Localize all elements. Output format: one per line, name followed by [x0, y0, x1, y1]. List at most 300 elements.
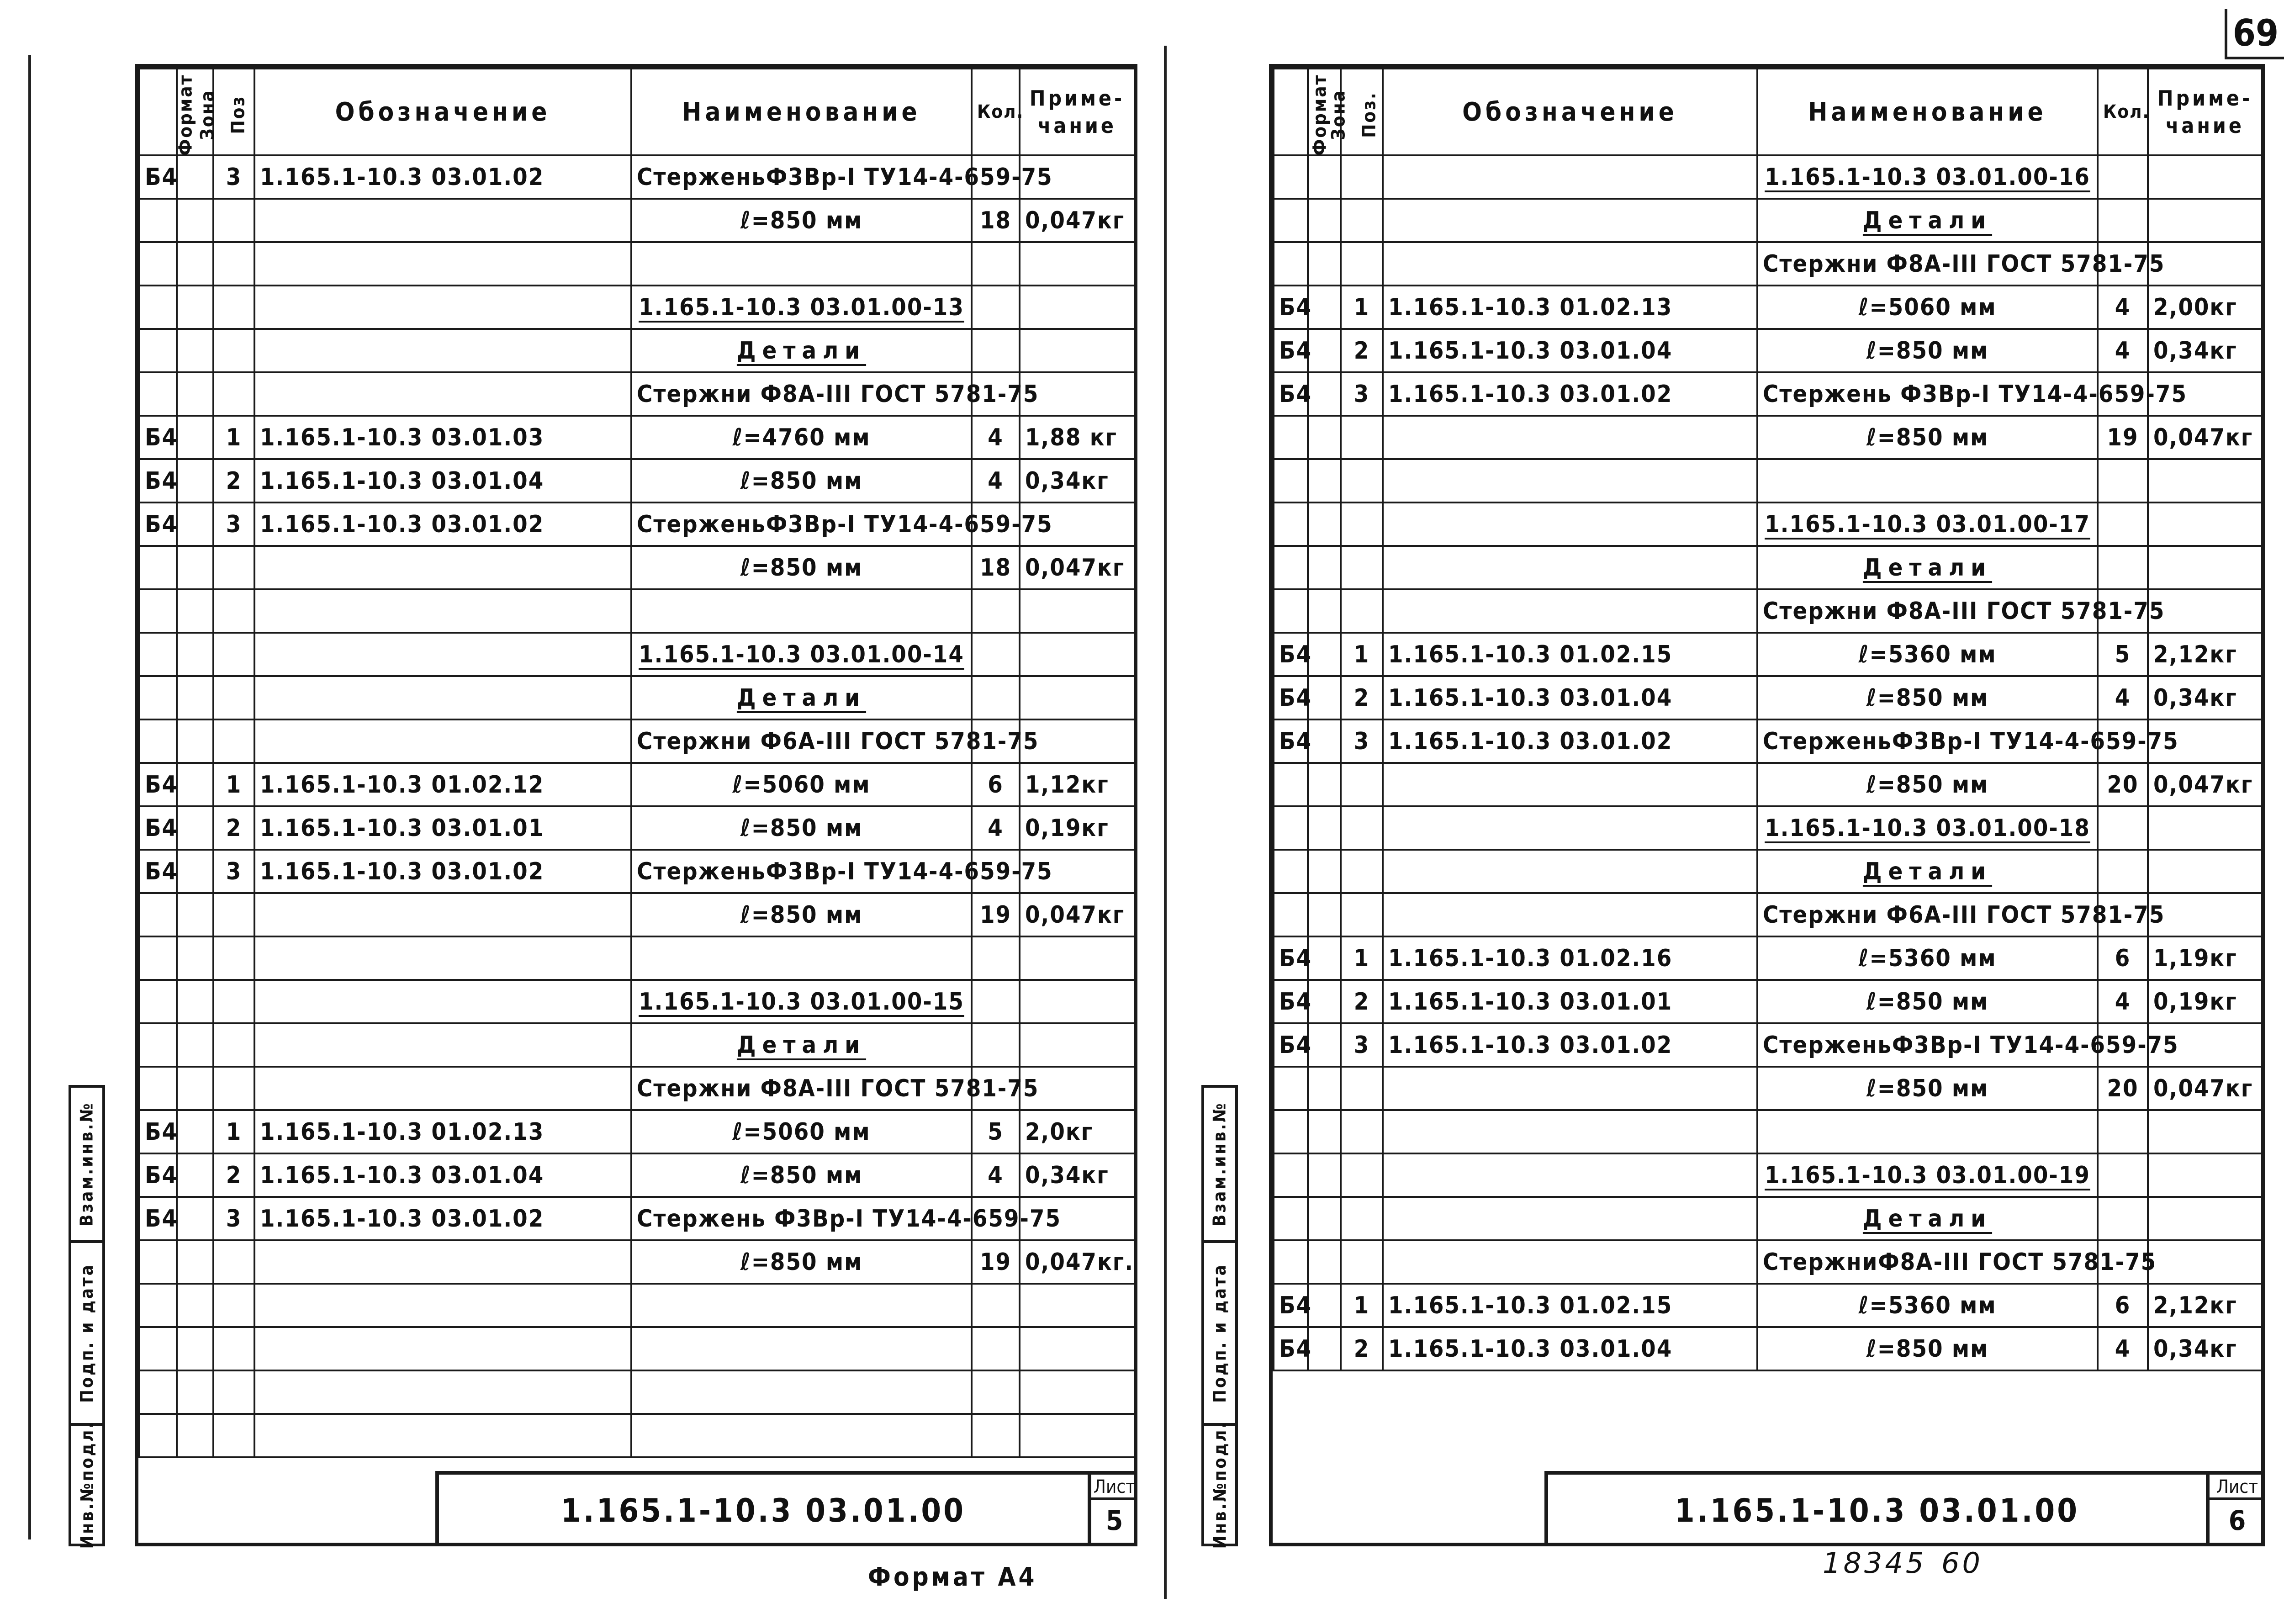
cell-pos: 1: [213, 1110, 254, 1153]
cell-empty: [254, 372, 631, 416]
cell-empty: [254, 633, 631, 676]
table-row: [1274, 199, 2262, 242]
table-row: [1274, 1153, 2262, 1197]
cell-name: ℓ=4760 мм: [631, 416, 972, 459]
cell-zone: [177, 416, 213, 459]
cell-name: СтерженьФ3Вр-I ТУ14-4-659-75: [1757, 1023, 2098, 1067]
table-row: [1274, 980, 2262, 1023]
cell-format: Б4: [139, 155, 177, 199]
cell-empty: [1308, 850, 1341, 893]
cell-empty: [1020, 329, 1135, 372]
table-row: [139, 806, 1135, 850]
format-label: Формат А4: [868, 1562, 1037, 1592]
cell-zone: [177, 546, 213, 589]
cell-empty: [213, 1023, 254, 1067]
cell-empty: [1308, 503, 1341, 546]
cell-section-title: Детали: [631, 1023, 972, 1067]
cell-zone: [1308, 329, 1341, 372]
cell-designation: 1.165.1-10.3 03.01.03: [254, 416, 631, 459]
cell-material: Стержни Ф8А-III ГОСТ 5781-75: [631, 1067, 972, 1110]
table-row: [1274, 1327, 2262, 1370]
cell-name: ℓ=850 мм: [1757, 1067, 2098, 1110]
cell-format: Б4: [1274, 1327, 1308, 1370]
cell-empty: [1274, 459, 1308, 503]
cell-empty: [972, 633, 1020, 676]
header-pos: Поз.: [1341, 69, 1383, 155]
header-qty: Кол.: [2098, 69, 2148, 155]
cell-empty: [177, 1284, 213, 1327]
table-row: [1274, 589, 2262, 633]
cell-name: ℓ=5060 мм: [631, 1110, 972, 1153]
cell-empty: [631, 936, 972, 980]
cell-format: Б4: [1274, 372, 1308, 416]
table-row: [139, 719, 1135, 763]
cell-section-title: Детали: [1757, 1197, 2098, 1240]
cell-empty: [254, 1023, 631, 1067]
cell-empty: [1757, 1110, 2098, 1153]
header-zone: Зона: [177, 69, 213, 155]
table-row: [139, 503, 1135, 546]
cell-empty: [1383, 1110, 1757, 1153]
cell-empty: [254, 980, 631, 1023]
cell-empty: [2148, 850, 2262, 893]
cell-empty: [139, 329, 177, 372]
cell-empty: [254, 329, 631, 372]
cell-empty: [1308, 459, 1341, 503]
cell-empty: [1341, 459, 1383, 503]
cell-note: 0,19кг: [1020, 806, 1135, 850]
cell-zone: [1308, 372, 1341, 416]
cell-empty: [1274, 1240, 1308, 1284]
cell-pos: 1: [213, 763, 254, 806]
cell-empty: [631, 1327, 972, 1370]
cell-format: Б4: [139, 503, 177, 546]
left-sheet-number: 5: [1105, 1505, 1123, 1537]
cell-note: 0,047кг: [1020, 546, 1135, 589]
cell-zone: [177, 155, 213, 199]
binding-line: [28, 55, 31, 1539]
cell-empty: [1308, 155, 1341, 199]
cell-empty: [213, 936, 254, 980]
cell-designation: 1.165.1-10.3 03.01.02: [1383, 719, 1757, 763]
table-row: [139, 329, 1135, 372]
cell-empty: [254, 1370, 631, 1414]
cell-empty: [1383, 806, 1757, 850]
cell-qty: 6: [972, 763, 1020, 806]
table-row: [139, 1370, 1135, 1414]
cell-empty: [1383, 589, 1757, 633]
cell-empty: [139, 372, 177, 416]
left-sheet-cell: [1088, 1475, 1137, 1546]
cell-empty: [1341, 546, 1383, 589]
cell-empty: [2098, 850, 2148, 893]
cell-empty: [2148, 589, 2262, 633]
archive-number: 18345: [1823, 1546, 1927, 1580]
right-sidebar-inv-orig: Инв.№подл.: [1210, 1420, 1230, 1549]
header-pos: Поз: [213, 69, 254, 155]
cell-zone: [1308, 633, 1341, 676]
cell-empty: [139, 1023, 177, 1067]
cell-empty: [139, 1284, 177, 1327]
cell-empty: [1274, 1153, 1308, 1197]
cell-empty: [2148, 1110, 2262, 1153]
table-row: [139, 459, 1135, 503]
cell-empty: [972, 286, 1020, 329]
cell-pos: 2: [1341, 1327, 1383, 1370]
cell-name: Стержень Ф3Вр-I ТУ14-4-659-75: [1757, 372, 2098, 416]
header-format: Формат: [139, 69, 177, 155]
cell-empty: [1020, 980, 1135, 1023]
table-row: [139, 416, 1135, 459]
header-note: Приме-чание: [1020, 69, 1135, 155]
cell-name: ℓ=5060 мм: [631, 763, 972, 806]
cell-format: [139, 1240, 177, 1284]
cell-empty: [213, 589, 254, 633]
cell-empty: [2148, 155, 2262, 199]
header-name: Наименование: [631, 69, 972, 155]
table-row: [139, 676, 1135, 719]
cell-empty: [1274, 199, 1308, 242]
cell-note: 0,047кг: [2148, 1067, 2262, 1110]
cell-empty: [177, 329, 213, 372]
cell-pos: [213, 893, 254, 936]
table-row: [139, 1067, 1135, 1110]
cell-pos: [213, 1240, 254, 1284]
cell-pos: 1: [1341, 286, 1383, 329]
cell-empty: [2148, 893, 2262, 936]
header-qty: Кол.: [972, 69, 1020, 155]
cell-pos: 2: [1341, 980, 1383, 1023]
table-row: [139, 1327, 1135, 1370]
cell-empty: [213, 1414, 254, 1457]
cell-empty: [1020, 286, 1135, 329]
cell-empty: [213, 372, 254, 416]
cell-qty: 20: [2098, 1067, 2148, 1110]
cell-note: 1,12кг: [1020, 763, 1135, 806]
table-row: [139, 1110, 1135, 1153]
table-row: [1274, 676, 2262, 719]
cell-zone: [1308, 936, 1341, 980]
cell-empty: [1274, 850, 1308, 893]
table-row: [139, 199, 1135, 242]
cell-name: ℓ=850 мм: [631, 546, 972, 589]
table-row: [139, 286, 1135, 329]
header-zone: Зона: [1308, 69, 1341, 155]
cell-empty: [1383, 199, 1757, 242]
cell-note: 0,34кг: [1020, 1153, 1135, 1197]
cell-empty: [2098, 1153, 2148, 1197]
cell-format: Б4: [139, 763, 177, 806]
table-row: [139, 893, 1135, 936]
cell-empty: [1383, 459, 1757, 503]
cell-format: Б4: [139, 1110, 177, 1153]
cell-empty: [1020, 589, 1135, 633]
cell-designation: [254, 1240, 631, 1284]
cell-empty: [1341, 893, 1383, 936]
cell-designation: 1.165.1-10.3 03.01.02: [254, 1197, 631, 1240]
right-sheet-cell: [2206, 1475, 2265, 1546]
table-row: [139, 1414, 1135, 1457]
cell-empty: [1757, 459, 2098, 503]
table-row: [1274, 1197, 2262, 1240]
cell-zone: [1308, 416, 1341, 459]
header-designation: Обозначение: [254, 69, 631, 155]
cell-designation: 1.165.1-10.3 01.02.15: [1383, 633, 1757, 676]
right-spec-table: [1273, 68, 2263, 1371]
table-row: [139, 1284, 1135, 1327]
cell-ref-designation: 1.165.1-10.3 03.01.00-14: [631, 633, 972, 676]
cell-zone: [177, 199, 213, 242]
cell-empty: [139, 242, 177, 286]
cell-name: ℓ=850 мм: [631, 199, 972, 242]
cell-empty: [2148, 199, 2262, 242]
table-row: [1274, 416, 2262, 459]
cell-ref-designation: 1.165.1-10.3 03.01.00-18: [1757, 806, 2098, 850]
cell-empty: [2098, 546, 2148, 589]
cell-ref-designation: 1.165.1-10.3 03.01.00-17: [1757, 503, 2098, 546]
cell-empty: [1341, 1153, 1383, 1197]
cell-pos: 2: [213, 806, 254, 850]
cell-note: 2,00кг: [2148, 286, 2262, 329]
cell-note: 0,047кг: [1020, 893, 1135, 936]
cell-empty: [1341, 1240, 1383, 1284]
cell-format: [139, 893, 177, 936]
table-row: [139, 546, 1135, 589]
cell-empty: [254, 286, 631, 329]
cell-empty: [1383, 1153, 1757, 1197]
cell-qty: 19: [2098, 416, 2148, 459]
cell-section-title: Детали: [1757, 850, 2098, 893]
cell-zone: [1308, 980, 1341, 1023]
cell-empty: [972, 1327, 1020, 1370]
cell-empty: [139, 1414, 177, 1457]
cell-empty: [1341, 503, 1383, 546]
cell-name: СтерженьФ3Вр-I ТУ14-4-659-75: [631, 850, 972, 893]
table-row: [139, 1197, 1135, 1240]
table-row: [139, 1153, 1135, 1197]
table-row: [1274, 633, 2262, 676]
cell-zone: [177, 1153, 213, 1197]
cell-ref-designation: 1.165.1-10.3 03.01.00-15: [631, 980, 972, 1023]
cell-zone: [177, 503, 213, 546]
cell-empty: [1020, 936, 1135, 980]
cell-ref-designation: 1.165.1-10.3 03.01.00-19: [1757, 1153, 2098, 1197]
cell-empty: [1383, 546, 1757, 589]
table-row: [1274, 936, 2262, 980]
cell-format: Б4: [1274, 633, 1308, 676]
cell-empty: [177, 242, 213, 286]
cell-note: 1,88 кг: [1020, 416, 1135, 459]
table-row: [1274, 1110, 2262, 1153]
left-sheet-label: Лист: [1091, 1475, 1137, 1500]
cell-empty: [972, 936, 1020, 980]
cell-empty: [1383, 850, 1757, 893]
cell-designation: 1.165.1-10.3 03.01.02: [254, 155, 631, 199]
cell-section-title: Детали: [1757, 546, 2098, 589]
cell-empty: [1020, 1370, 1135, 1414]
cell-format: Б4: [139, 806, 177, 850]
cell-designation: [1383, 763, 1757, 806]
cell-empty: [1341, 155, 1383, 199]
cell-empty: [1020, 1023, 1135, 1067]
cell-empty: [2148, 242, 2262, 286]
cell-designation: 1.165.1-10.3 03.01.04: [1383, 676, 1757, 719]
cell-zone: [1308, 763, 1341, 806]
cell-format: Б4: [139, 850, 177, 893]
cell-empty: [213, 1370, 254, 1414]
cell-material: Стержни Ф6А-III ГОСТ 5781-75: [631, 719, 972, 763]
cell-name: ℓ=5360 мм: [1757, 633, 2098, 676]
cell-designation: [254, 893, 631, 936]
cell-empty: [631, 242, 972, 286]
cell-empty: [213, 1284, 254, 1327]
cell-format: [1274, 416, 1308, 459]
cell-empty: [972, 676, 1020, 719]
cell-empty: [1308, 1240, 1341, 1284]
cell-empty: [1274, 893, 1308, 936]
cell-note: 0,19кг: [2148, 980, 2262, 1023]
right-sidebar-swap-inv: Взам.инв.№: [1204, 1088, 1235, 1243]
cell-pos: 1: [1341, 633, 1383, 676]
cell-note: 0,34кг: [1020, 459, 1135, 503]
center-fold-line: [1164, 46, 1167, 1599]
cell-empty: [1308, 1153, 1341, 1197]
right-sheet-number: 6: [2228, 1505, 2246, 1537]
cell-empty: [1274, 242, 1308, 286]
cell-empty: [1383, 1240, 1757, 1284]
cell-qty: 4: [2098, 1327, 2148, 1370]
table-row: [1274, 1240, 2262, 1284]
table-row: [1274, 1067, 2262, 1110]
cell-empty: [177, 372, 213, 416]
cell-name: СтерженьФ3Вр-I ТУ14-4-659-75: [631, 155, 972, 199]
cell-format: Б4: [139, 1153, 177, 1197]
cell-empty: [1308, 242, 1341, 286]
cell-empty: [1274, 589, 1308, 633]
cell-empty: [254, 242, 631, 286]
cell-name: ℓ=850 мм: [1757, 676, 2098, 719]
cell-designation: 1.165.1-10.3 03.01.04: [254, 459, 631, 503]
cell-pos: [213, 199, 254, 242]
cell-zone: [177, 763, 213, 806]
cell-empty: [177, 633, 213, 676]
cell-empty: [139, 589, 177, 633]
cell-designation: 1.165.1-10.3 03.01.04: [1383, 1327, 1757, 1370]
cell-empty: [177, 1327, 213, 1370]
cell-empty: [177, 589, 213, 633]
cell-empty: [254, 1327, 631, 1370]
cell-empty: [1308, 1197, 1341, 1240]
cell-format: Б4: [1274, 286, 1308, 329]
cell-format: Б4: [1274, 329, 1308, 372]
cell-empty: [177, 1414, 213, 1457]
cell-qty: 4: [2098, 329, 2148, 372]
cell-pos: 2: [1341, 329, 1383, 372]
table-row: [1274, 459, 2262, 503]
table-row: [1274, 286, 2262, 329]
cell-format: Б4: [139, 1197, 177, 1240]
cell-designation: 1.165.1-10.3 03.01.04: [1383, 329, 1757, 372]
cell-designation: 1.165.1-10.3 01.02.13: [254, 1110, 631, 1153]
cell-note: 0,047кг: [2148, 763, 2262, 806]
cell-section-title: Детали: [631, 676, 972, 719]
left-sidebar-stamp: [69, 1085, 105, 1549]
cell-empty: [1020, 1414, 1135, 1457]
cell-empty: [254, 1414, 631, 1457]
cell-empty: [1020, 1327, 1135, 1370]
cell-empty: [139, 936, 177, 980]
cell-name: ℓ=850 мм: [1757, 980, 2098, 1023]
cell-empty: [213, 1327, 254, 1370]
cell-pos: 2: [1341, 676, 1383, 719]
cell-designation: 1.165.1-10.3 03.01.02: [254, 503, 631, 546]
cell-format: [1274, 1067, 1308, 1110]
archive-suffix: 60: [1941, 1546, 1983, 1580]
cell-empty: [1020, 242, 1135, 286]
cell-empty: [139, 1327, 177, 1370]
cell-empty: [213, 719, 254, 763]
cell-designation: 1.165.1-10.3 03.01.02: [1383, 372, 1757, 416]
cell-empty: [1274, 546, 1308, 589]
table-row: [1274, 372, 2262, 416]
cell-name: ℓ=850 мм: [631, 459, 972, 503]
cell-name: ℓ=850 мм: [631, 1153, 972, 1197]
cell-designation: [1383, 416, 1757, 459]
cell-designation: 1.165.1-10.3 01.02.15: [1383, 1284, 1757, 1327]
cell-pos: 3: [213, 850, 254, 893]
cell-empty: [631, 1370, 972, 1414]
cell-zone: [177, 850, 213, 893]
cell-pos: 1: [213, 416, 254, 459]
cell-name: ℓ=850 мм: [631, 1240, 972, 1284]
cell-qty: 5: [2098, 633, 2148, 676]
cell-empty: [1274, 503, 1308, 546]
cell-note: 0,34кг: [2148, 676, 2262, 719]
cell-empty: [254, 676, 631, 719]
cell-name: СтерженьФ3Вр-I ТУ14-4-659-75: [1757, 719, 2098, 763]
cell-empty: [2098, 806, 2148, 850]
cell-zone: [1308, 1067, 1341, 1110]
header-note: Приме-чание: [2148, 69, 2262, 155]
cell-empty: [2098, 1110, 2148, 1153]
left-sheet: [135, 64, 1137, 1546]
cell-empty: [177, 1023, 213, 1067]
cell-empty: [177, 980, 213, 1023]
cell-zone: [1308, 676, 1341, 719]
cell-empty: [972, 1414, 1020, 1457]
cell-pos: [213, 546, 254, 589]
cell-qty: 6: [2098, 936, 2148, 980]
cell-note: 2,12кг: [2148, 1284, 2262, 1327]
table-row: [139, 1023, 1135, 1067]
cell-material: СтержниФ8А-III ГОСТ 5781-75: [1757, 1240, 2098, 1284]
cell-empty: [972, 1023, 1020, 1067]
cell-pos: 3: [213, 503, 254, 546]
cell-empty: [2148, 459, 2262, 503]
cell-zone: [177, 1240, 213, 1284]
cell-empty: [213, 242, 254, 286]
right-sidebar-stamp: [1201, 1085, 1238, 1549]
cell-qty: 19: [972, 1240, 1020, 1284]
right-title-block: [1544, 1471, 2261, 1543]
cell-designation: 1.165.1-10.3 01.02.16: [1383, 936, 1757, 980]
cell-empty: [972, 980, 1020, 1023]
cell-empty: [972, 1284, 1020, 1327]
cell-empty: [139, 1370, 177, 1414]
right-sidebar-sign-date: Подп. и дата: [1204, 1243, 1235, 1426]
cell-empty: [1341, 1197, 1383, 1240]
table-row: [139, 1240, 1135, 1284]
